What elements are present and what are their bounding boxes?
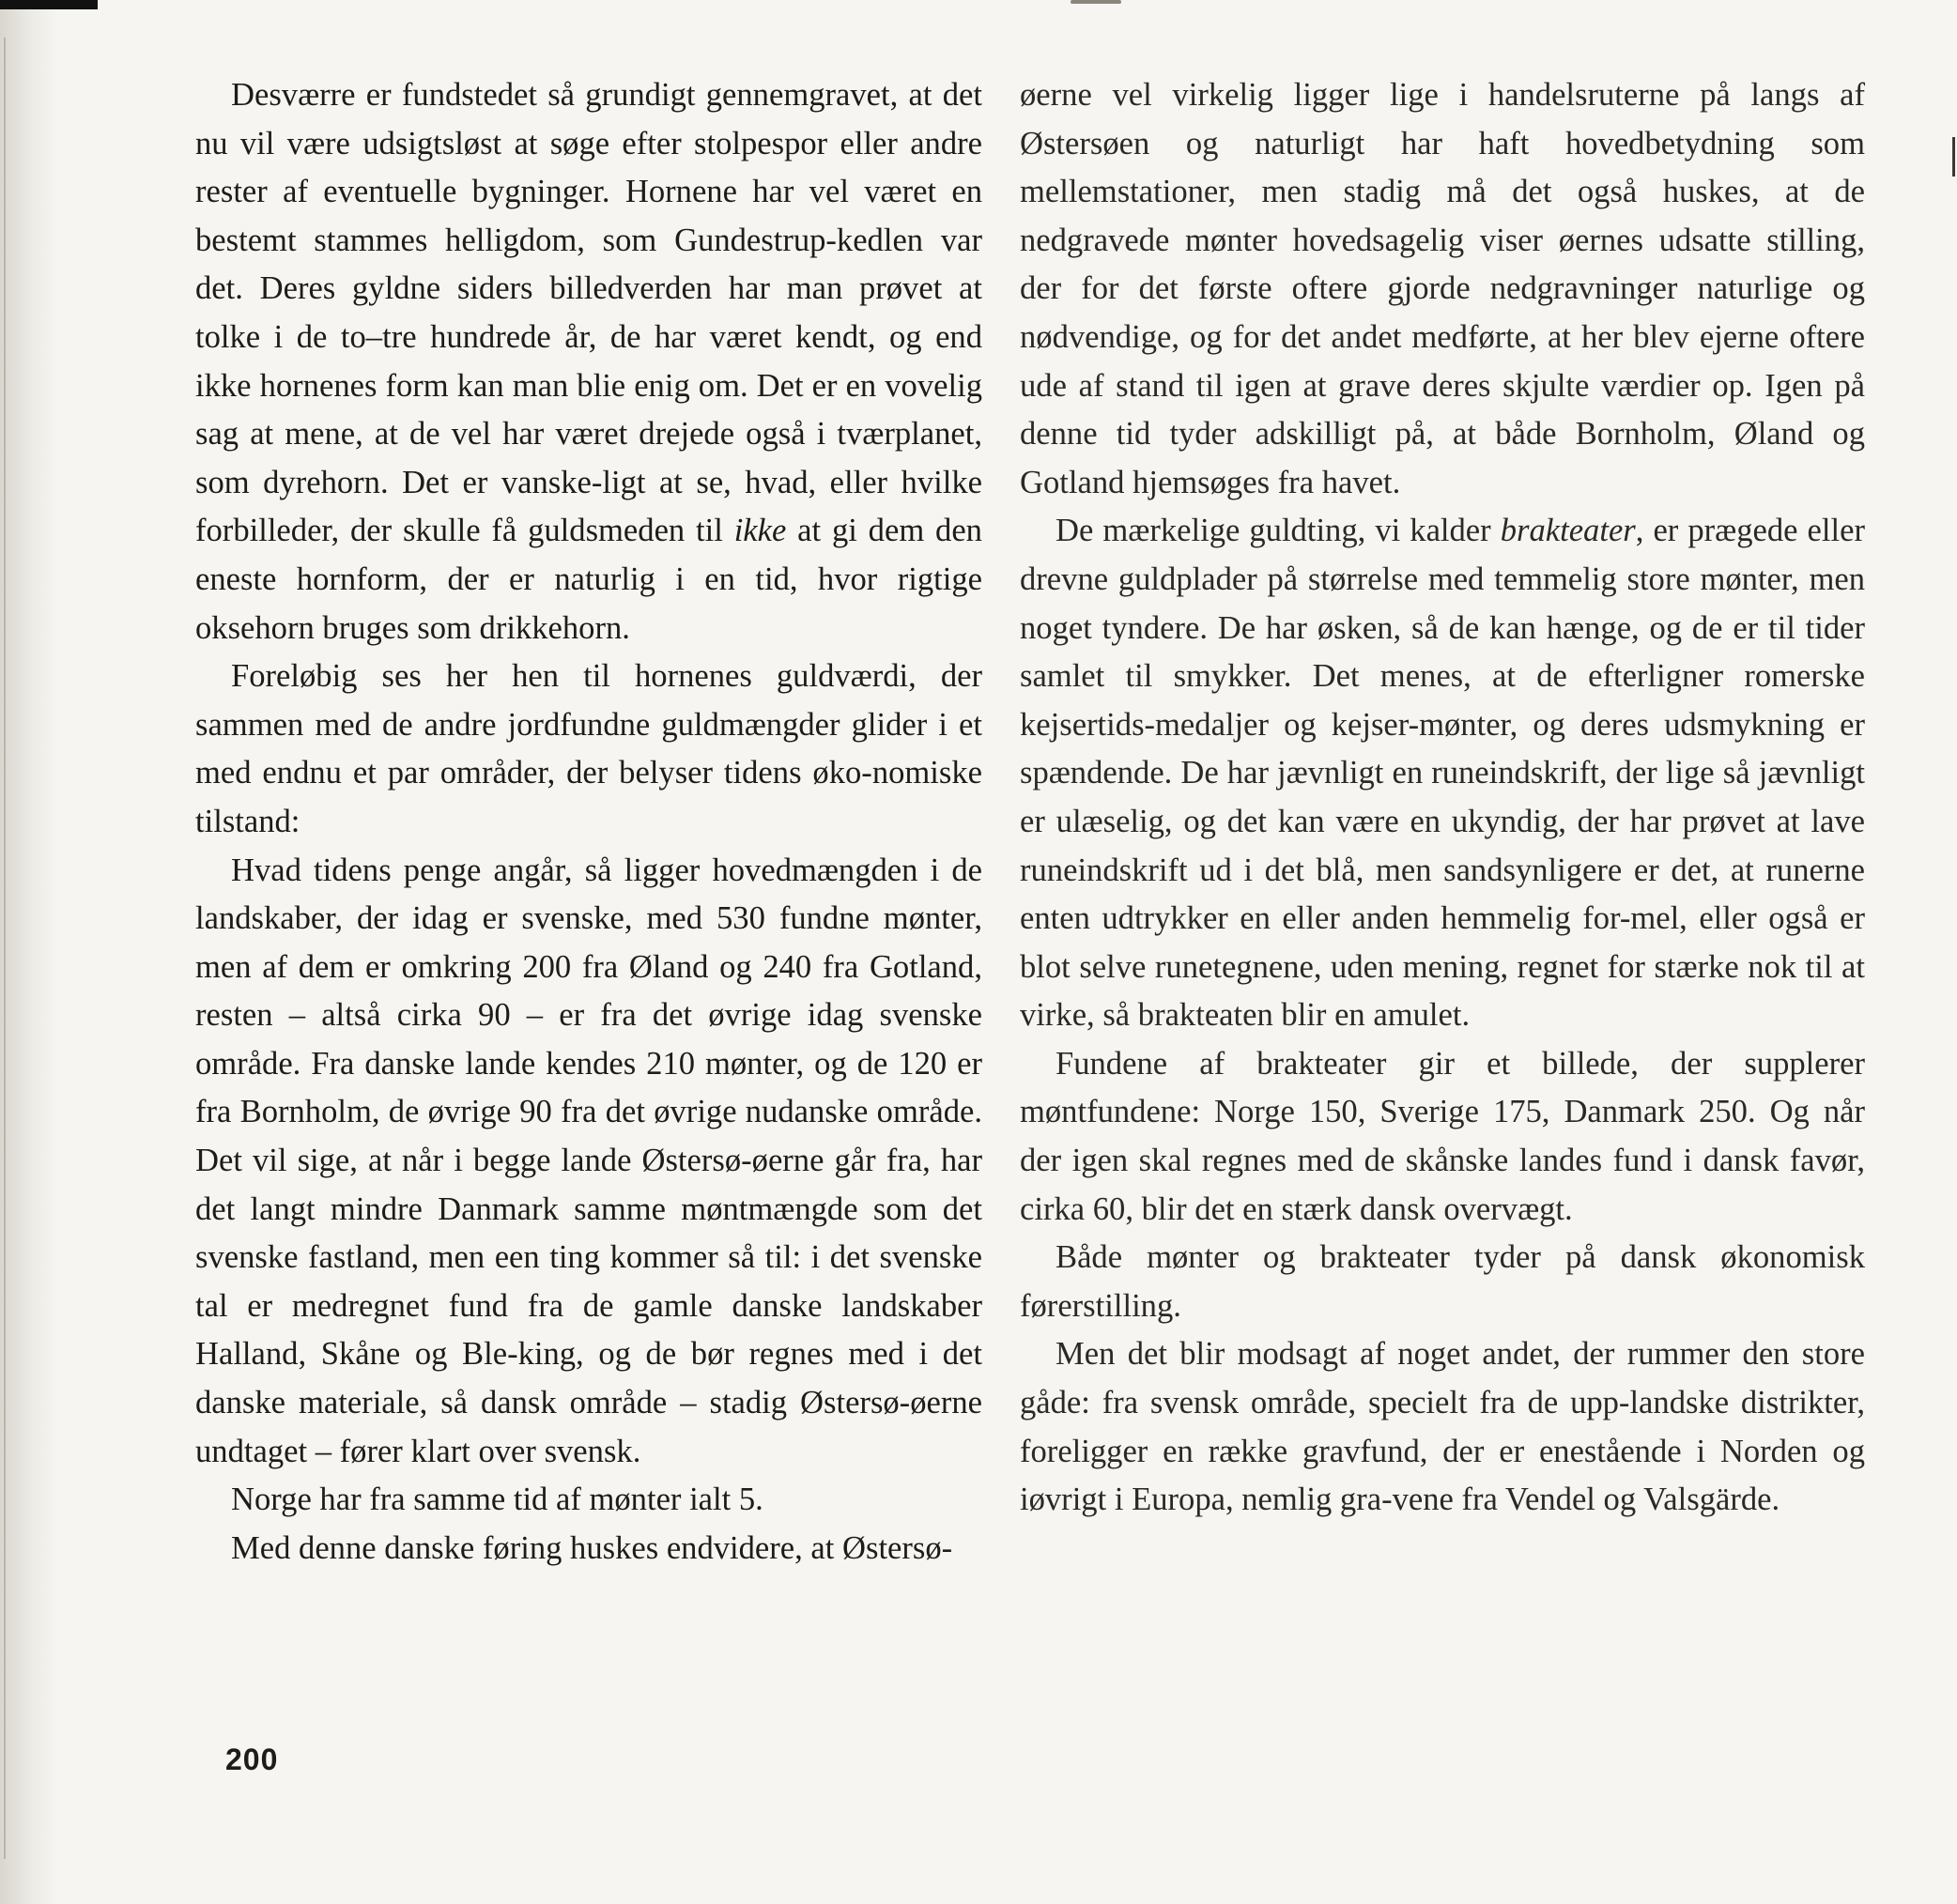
paragraph: [195, 71, 982, 653]
paragraph: Norge har fra samme tid af mønter ialt 5.: [231, 1482, 763, 1518]
top-smudge: [1071, 0, 1121, 4]
paragraph-text: , er prægede eller drevne guldplader på størrelse med temmelig store mønter, men noget tyndere. De har øsken, så de kan hænge, og de er til tider samlet til smykker. Det menes, at de efterligner romerske kejsertids-medaljer og kejser-mønter, og deres udsmykning er spændende. De har jævnligt en runeindskrift, der lige så jævnligt er ulæselig, og det kan være en ukyndig, der har prøvet at lave runeindskrift ud i det blå, men sandsynligere er det, at runerne enten udtrykker en eller anden hemmelig for-mel, eller også er blot selve runetegnene, uden mening, regnet for stærke nok til at virke, så brakteaten blir en amulet.: [1020, 513, 1865, 1034]
emphasis-text: ikke: [733, 513, 787, 549]
paragraph-text: at gi dem den eneste hornform, der er naturlig i en tid, hvor rigtige oksehorn bruges som drikkehorn.: [195, 513, 982, 646]
binding-line: [4, 38, 6, 1859]
right-edge-mark: [1952, 137, 1955, 177]
paragraph: øerne vel virkelig ligger lige i handelsruterne på langs af Østersøen og naturligt har haft hovedbetydning som mellemstationer, men stadig må det også huskes, at de nedgravede mønter hovedsagelig viser øernes udsatte stilling, der for det første oftere gjorde nedgravninger naturlige og nødvendige, og for det andet medførte, at her blev ejerne oftere ude af stand til igen at grave deres skjulte værdier op. Igen på denne tid tyder adskilligt på, at både Bornholm, Øland og Gotland hjemsøges fra havet.: [1020, 77, 1865, 500]
corner-mark: [0, 0, 98, 9]
right-text-column: [1020, 71, 1865, 1525]
paragraph: Både mønter og brakteater tyder på dansk økonomisk førerstilling.: [1020, 1239, 1865, 1324]
paragraph: Foreløbig ses her hen til hornenes guldværdi, der sammen med de andre jordfundne guldmængder glider i et med endnu et par områder, der belyser tidens øko-nomiske tilstand:: [195, 658, 982, 839]
paragraph-text: De mærkelige guldting, vi kalder: [1056, 513, 1491, 549]
paragraph: Men det blir modsagt af noget andet, der rummer den store gåde: fra svensk område, specielt fra de upp-landske distrikter, foreligger en række gravfund, der er enestående i Norden og iøvrigt i Europa, nemlig gra-vene fra Vendel og Valsgärde.: [1020, 1336, 1865, 1518]
paragraph: Fundene af brakteater gir et billede, der supplerer møntfundene: Norge 150, Sverige 175, Danmark 250. Og når der igen skal regnes med de skånske landes fund i dansk favør, cirka 60, blir det en stærk dansk overvægt.: [1020, 1045, 1865, 1227]
emphasis-text: brakteater: [1500, 513, 1636, 549]
left-text-column: [195, 71, 982, 1573]
paragraph: [1020, 507, 1865, 1040]
page-binding-shadow: [0, 0, 58, 1904]
paragraph: Med denne danske føring huskes endvidere, at Østersø-: [231, 1529, 953, 1566]
page-number: 200: [225, 1743, 279, 1776]
paragraph: Hvad tidens penge angår, så ligger hovedmængden i de landskaber, der idag er svenske, med 530 fundne mønter, men af dem er omkring 200 fra Øland og 240 fra Gotland, resten – altså cirka 90 – er fra det øvrige idag svenske område. Fra danske lande kendes 210 mønter, og de 120 er fra Bornholm, de øvrige 90 fra det øvrige nudanske område. Det vil sige, at når i begge lande Østersø-øerne går fra, har det langt mindre Danmark samme møntmængde som det svenske fastland, men een ting kommer så til: i det svenske tal er medregnet fund fra de gamle danske landskaber Halland, Skåne og Ble-king, og de bør regnes med i det danske materiale, så dansk område – stadig Østersø-øerne undtaget – fører klart over svensk.: [195, 852, 982, 1469]
paragraph-text: Desværre er fundstedet så grundigt gennemgravet, at det nu vil være udsigtsløst at søge efter stolpespor eller andre rester af eventuelle bygninger. Hornene har vel været en bestemt stammes helligdom, som Gundestrup-kedlen var det. Deres gyldne siders billedverden har man prøvet at tolke i de to–tre hundrede år, de har været kendt, og end ikke hornenes form kan man blie enig om. Det er en vovelig sag at mene, at de vel har været drejede også i tværplanet, som dyrehorn. Det er vanske-ligt at se, hvad, eller hvilke forbilleder, der skulle få guldsmeden til: [195, 77, 982, 549]
